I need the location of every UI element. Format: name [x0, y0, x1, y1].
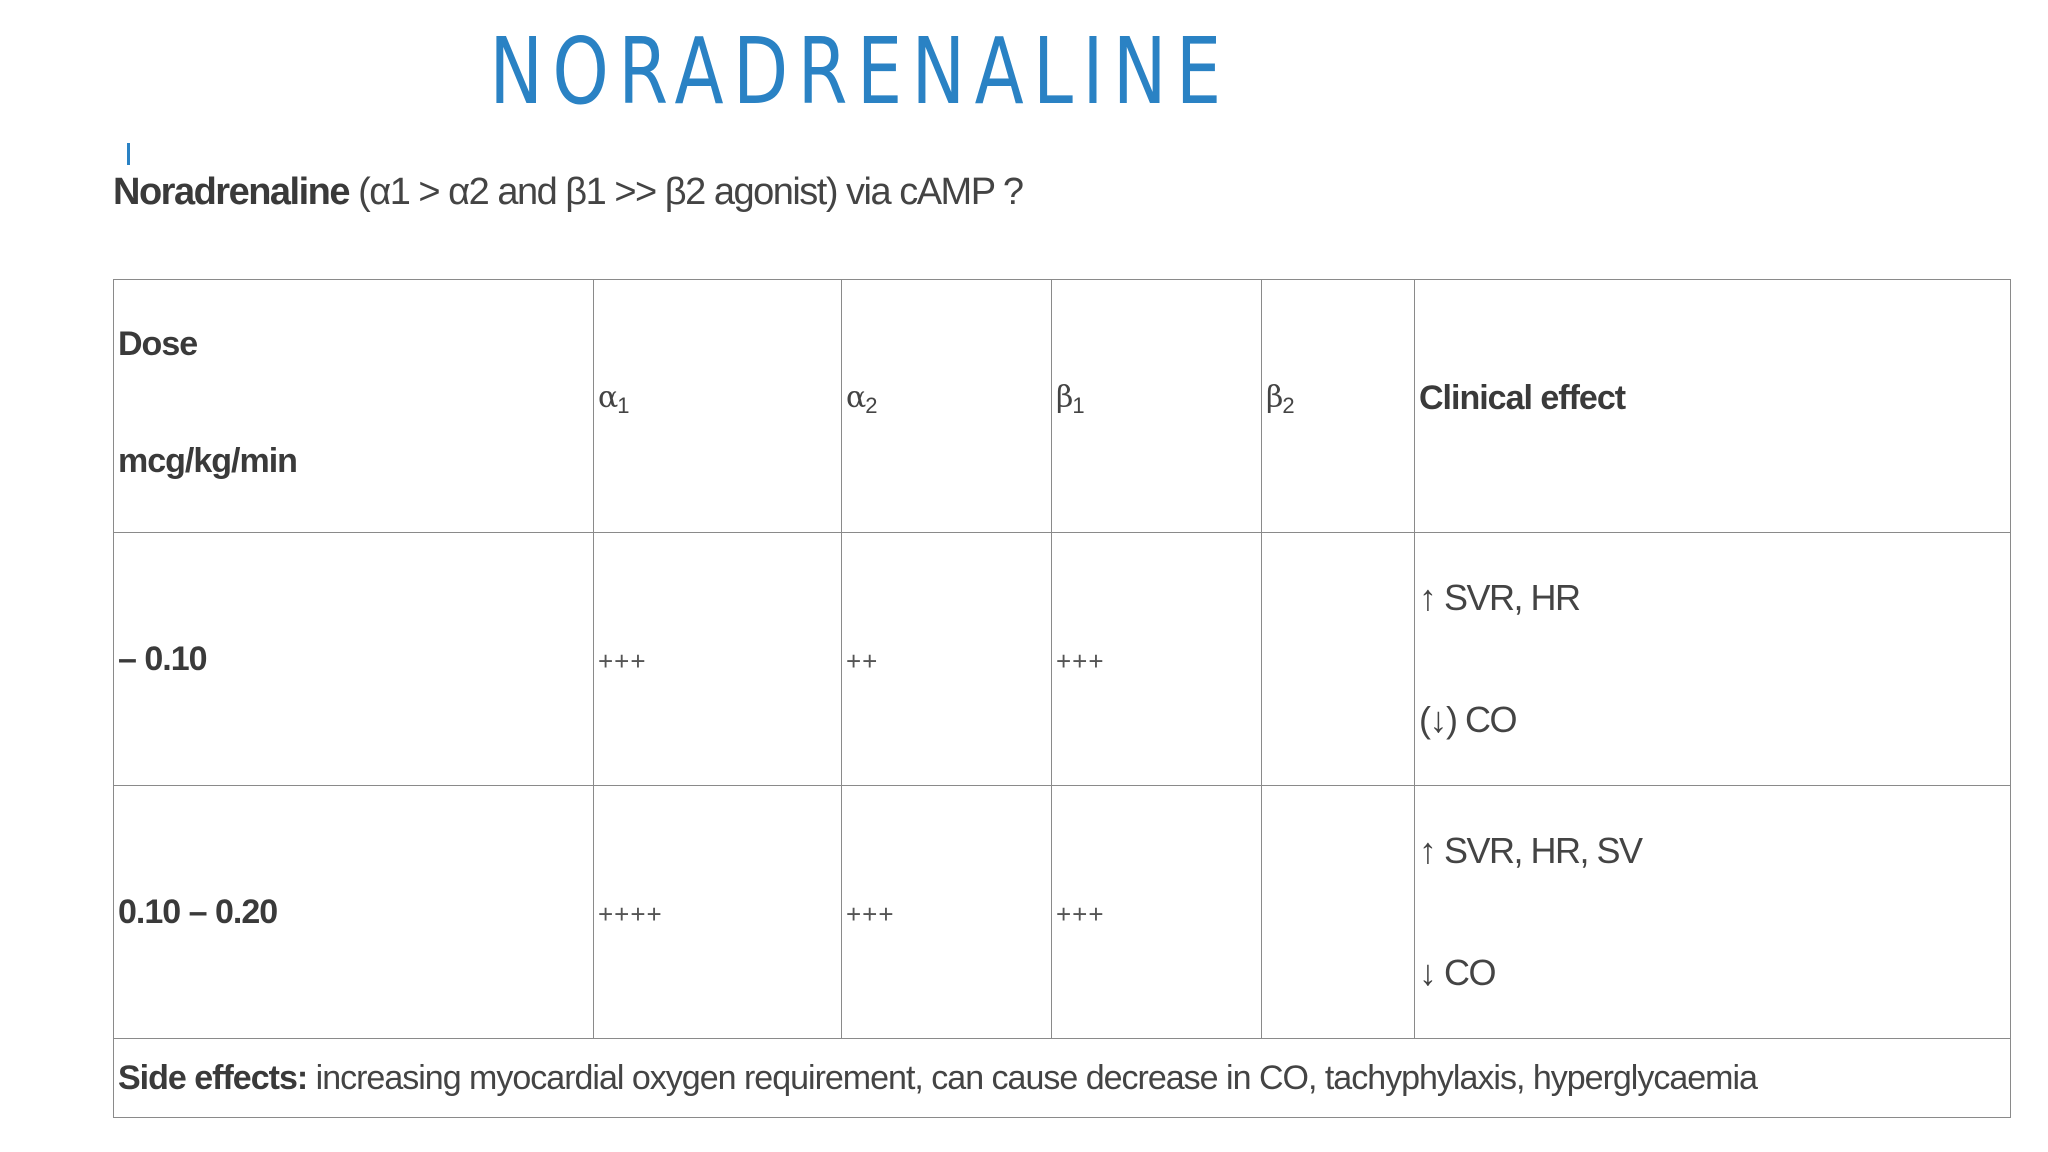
header-clinical-effect: [1415, 280, 2011, 533]
table-header-row: [114, 280, 2011, 533]
side-effects-label: Side effects:: [118, 1058, 308, 1097]
alpha1-cell: [594, 786, 842, 1039]
table-row: [114, 786, 2011, 1039]
effect-line: (↓) CO: [1419, 699, 1516, 740]
dose-receptor-table: [113, 279, 2011, 1118]
side-effects-cell: [114, 1039, 2011, 1118]
beta1-cell: [1052, 533, 1262, 786]
drug-receptor-detail: (α1 > α2 and β1 >> β2 agonist) via cAMP ?: [358, 171, 1023, 213]
effect-line: ↓ CO: [1419, 952, 1496, 993]
receptor-subscript: 1: [1072, 393, 1084, 418]
alpha1-cell: [594, 533, 842, 786]
effect-line: ↑ SVR, HR, SV: [1419, 830, 1642, 871]
receptor-subscript: 1: [617, 393, 629, 418]
header-dose-unit: mcg/kg/min: [118, 442, 297, 480]
drug-name: Noradrenaline: [113, 171, 350, 213]
header-beta1: [1052, 280, 1262, 533]
side-effects-row: [114, 1039, 2011, 1118]
clinical-effect-cell: [1415, 533, 2011, 786]
effect-line: ↑ SVR, HR: [1419, 577, 1580, 618]
header-dose: [114, 280, 594, 533]
receptor-symbol: α: [846, 380, 866, 415]
receptor-symbol: β: [1266, 380, 1283, 415]
alpha1-value: ++++: [598, 898, 663, 929]
receptor-subscript: 2: [865, 393, 877, 418]
header-clinical-effect-label: Clinical effect: [1419, 378, 1626, 417]
table-row: [114, 533, 2011, 786]
header-alpha1: [594, 280, 842, 533]
beta1-cell: [1052, 786, 1262, 1039]
alpha2-value: ++: [846, 645, 879, 676]
receptor-symbol: α: [598, 380, 618, 415]
receptor-symbol: β: [1056, 380, 1073, 415]
beta1-value: +++: [1056, 645, 1105, 676]
beta2-cell: [1262, 786, 1415, 1039]
beta2-cell: [1262, 533, 1415, 786]
dose-cell: – 0.10: [114, 533, 594, 786]
header-alpha2: [842, 280, 1052, 533]
drug-summary: [113, 168, 1023, 216]
alpha2-value: +++: [846, 898, 895, 929]
alpha1-value: +++: [598, 645, 647, 676]
header-beta2: [1262, 280, 1415, 533]
text-cursor-mark: [127, 143, 130, 165]
slide-title: NORADRENALINE: [489, 18, 1231, 125]
clinical-effect-cell: [1415, 786, 2011, 1039]
dose-cell: 0.10 – 0.20: [114, 786, 594, 1039]
header-dose-label: Dose: [118, 325, 198, 363]
alpha2-cell: [842, 533, 1052, 786]
side-effects-text: increasing myocardial oxygen requirement, can cause decrease in CO, tachyphylaxis, hyperglycaemia: [307, 1058, 1757, 1097]
receptor-subscript: 2: [1282, 393, 1294, 418]
beta1-value: +++: [1056, 898, 1105, 929]
alpha2-cell: [842, 786, 1052, 1039]
